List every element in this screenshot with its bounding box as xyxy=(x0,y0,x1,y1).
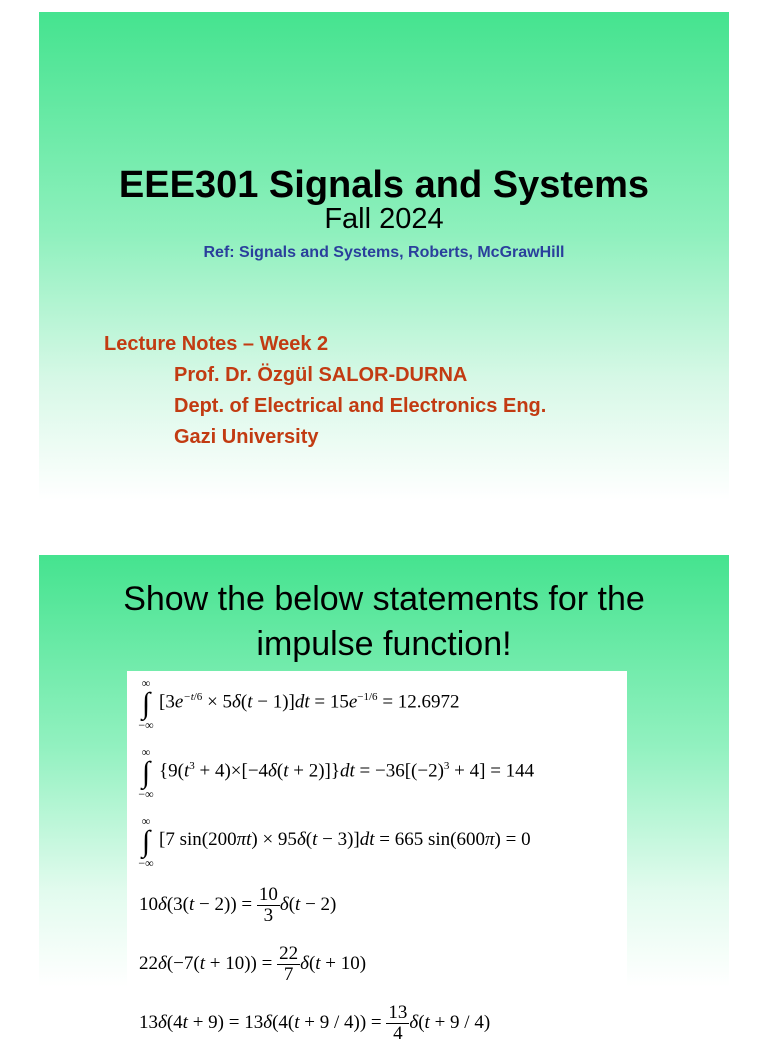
equation-3: [7 sin(200πt) × 95δ(t − 3)]dt = 665 sin(600π) = 0 xyxy=(159,829,531,850)
exercise-title-line2: impulse function! xyxy=(256,625,512,663)
exercise-title-line1: Show the below statements for the xyxy=(123,580,645,618)
title-slide xyxy=(39,12,729,500)
university-name: Gazi University xyxy=(174,426,319,448)
equation-2: $\{9(t^3 + 4)\times[-4\delta(t + 2)]\}dt = -36[(-2)^3 + 4] = 144$ xyxy=(159,760,535,782)
equation-6: 13δ(4t + 9) = 13δ(4(t + 9 / 4)) = $\frac{13}{4}$ δ(t + 9 / 4) xyxy=(139,1002,491,1044)
equation-1: $[3e^{-t/6} \times 5\delta(t - 1)]dt = 15e^{-1/6} = 12.6972$ xyxy=(159,691,460,713)
equation-4: 10δ(3(t − 2)) = $\frac{10}{3}$ δ(t − 2) xyxy=(139,884,337,926)
integral-sign-1: ∞ ∫ −∞ xyxy=(138,676,154,732)
exercise-slide xyxy=(39,555,729,1044)
term-label: Fall 2024 xyxy=(324,203,444,235)
integral-sign-2: ∞ ∫ −∞ xyxy=(138,745,154,801)
exercise-title xyxy=(39,577,729,667)
integral-sign-3: ∞ ∫ −∞ xyxy=(138,814,154,870)
instructor-name: Prof. Dr. Özgül SALOR-DURNA xyxy=(174,364,468,386)
reference-text: Ref: Signals and Systems, Roberts, McGrawHill xyxy=(203,244,565,261)
equation-5: 22δ(−7(t + 10)) = $\frac{22}{7}$ δ(t + 10) xyxy=(139,943,367,985)
department-name: Dept. of Electrical and Electronics Eng. xyxy=(174,395,547,417)
course-title: EEE301 Signals and Systems xyxy=(118,164,650,206)
lecture-notes-label: Lecture Notes – Week 2 xyxy=(104,333,329,355)
equations-image xyxy=(127,671,627,1051)
